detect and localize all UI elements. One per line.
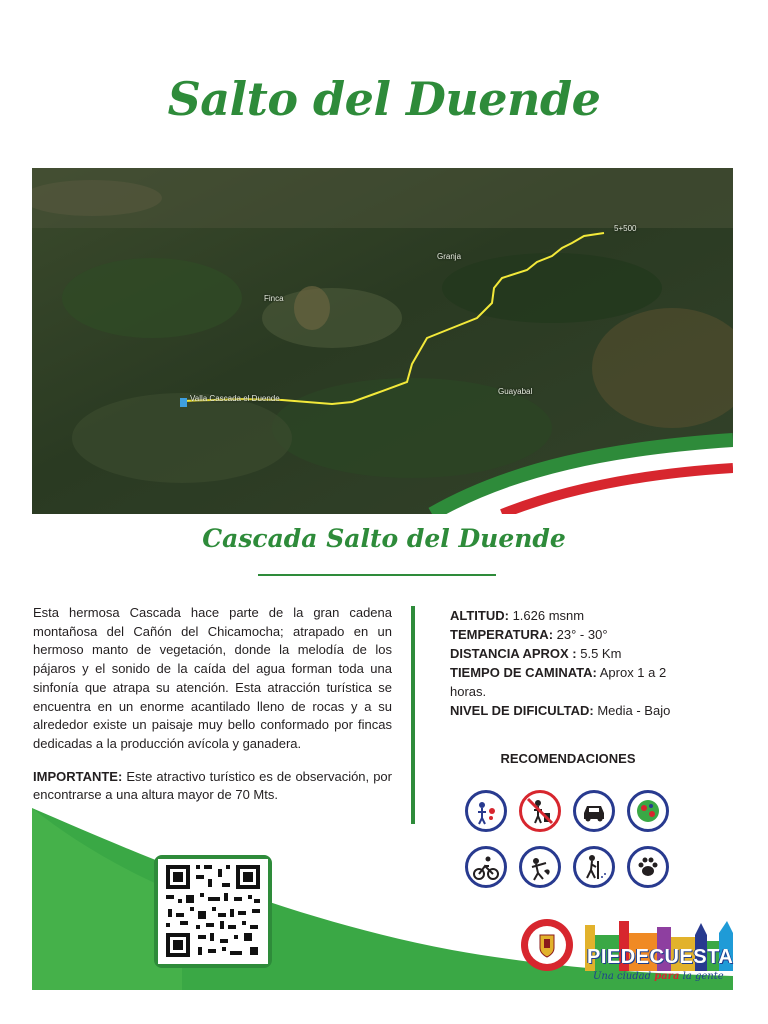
description-paragraph: Esta hermosa Cascada hace parte de la gran cadena montañosa del Cañón del Chicamocha; atrapado en un hermoso manto de vegetación, donde la melodía de los pájaros y el sonido de la caída del agua forman toda una sinfonía que atrapa su atención. Esta atracción turística se encuentra en un enorme acantilado lleno de rocas y a su alrededor existe un paisaje muy bello conformado por fincas dedicadas a la producción avícola y ganadera.	[33, 605, 392, 751]
important-text: Este atractivo turístico es de observación, por encontrarse a una altura mayor de 70 Mts.	[33, 768, 392, 803]
fact-value: 23° - 30°	[553, 627, 608, 642]
map-label-start: Valla Cascada el Duende	[190, 394, 280, 403]
map-label-finca: Finca	[264, 294, 284, 303]
route-map	[32, 168, 733, 514]
municipal-seal	[520, 918, 574, 972]
fact-difficulty	[450, 701, 700, 720]
logo-name: PIEDECUESTA	[587, 946, 734, 968]
page-title: Salto del Duende	[167, 72, 601, 126]
cycling-icon	[465, 846, 507, 888]
keep-clean-icon	[465, 790, 507, 832]
tagline-start: Una ciudad	[593, 971, 655, 982]
map-label-granja: Granja	[437, 252, 462, 261]
fact-label: TIEMPO DE CAMINATA:	[450, 665, 597, 680]
car-icon	[573, 790, 615, 832]
fact-walk-time	[450, 663, 700, 701]
fact-value: Aprox 1 a 2 horas.	[450, 665, 667, 699]
piedecuesta-logo	[583, 915, 735, 987]
qr-code[interactable]	[154, 855, 272, 968]
map-label-guayabal: Guayabal	[498, 387, 533, 396]
vertical-divider	[411, 606, 415, 824]
no-littering-icon	[519, 790, 561, 832]
nature-care-icon	[627, 790, 669, 832]
fact-altitude	[450, 606, 700, 625]
fact-label: ALTITUD:	[450, 608, 509, 623]
recommendations-title: RECOMENDACIONES	[500, 751, 636, 766]
fact-value: 1.626 msnm	[508, 608, 585, 623]
map-label-end: 5+500	[614, 224, 637, 233]
fact-distance	[450, 644, 700, 663]
description	[33, 604, 392, 819]
fact-temperature	[450, 625, 700, 644]
qr-code-pattern	[158, 859, 268, 964]
tagline-end: la gente	[679, 971, 724, 982]
fact-label: TEMPERATURA:	[450, 627, 554, 642]
fact-label: NIVEL DE DIFICULTAD:	[450, 703, 594, 718]
fact-value: 5.5 Km	[576, 646, 622, 661]
fact-value: Media - Bajo	[593, 703, 671, 718]
logo-tagline	[593, 971, 724, 982]
tagline-accent: para	[654, 971, 680, 982]
no-hunting-icon	[519, 846, 561, 888]
section-subtitle: Cascada Salto del Duende	[202, 524, 566, 553]
satellite-map	[32, 168, 733, 514]
hiking-icon	[573, 846, 615, 888]
pets-icon	[627, 846, 669, 888]
fact-label: DISTANCIA APROX :	[450, 646, 577, 661]
facts-list	[450, 606, 700, 720]
important-label: IMPORTANTE:	[33, 768, 123, 784]
subtitle-divider	[258, 574, 496, 576]
